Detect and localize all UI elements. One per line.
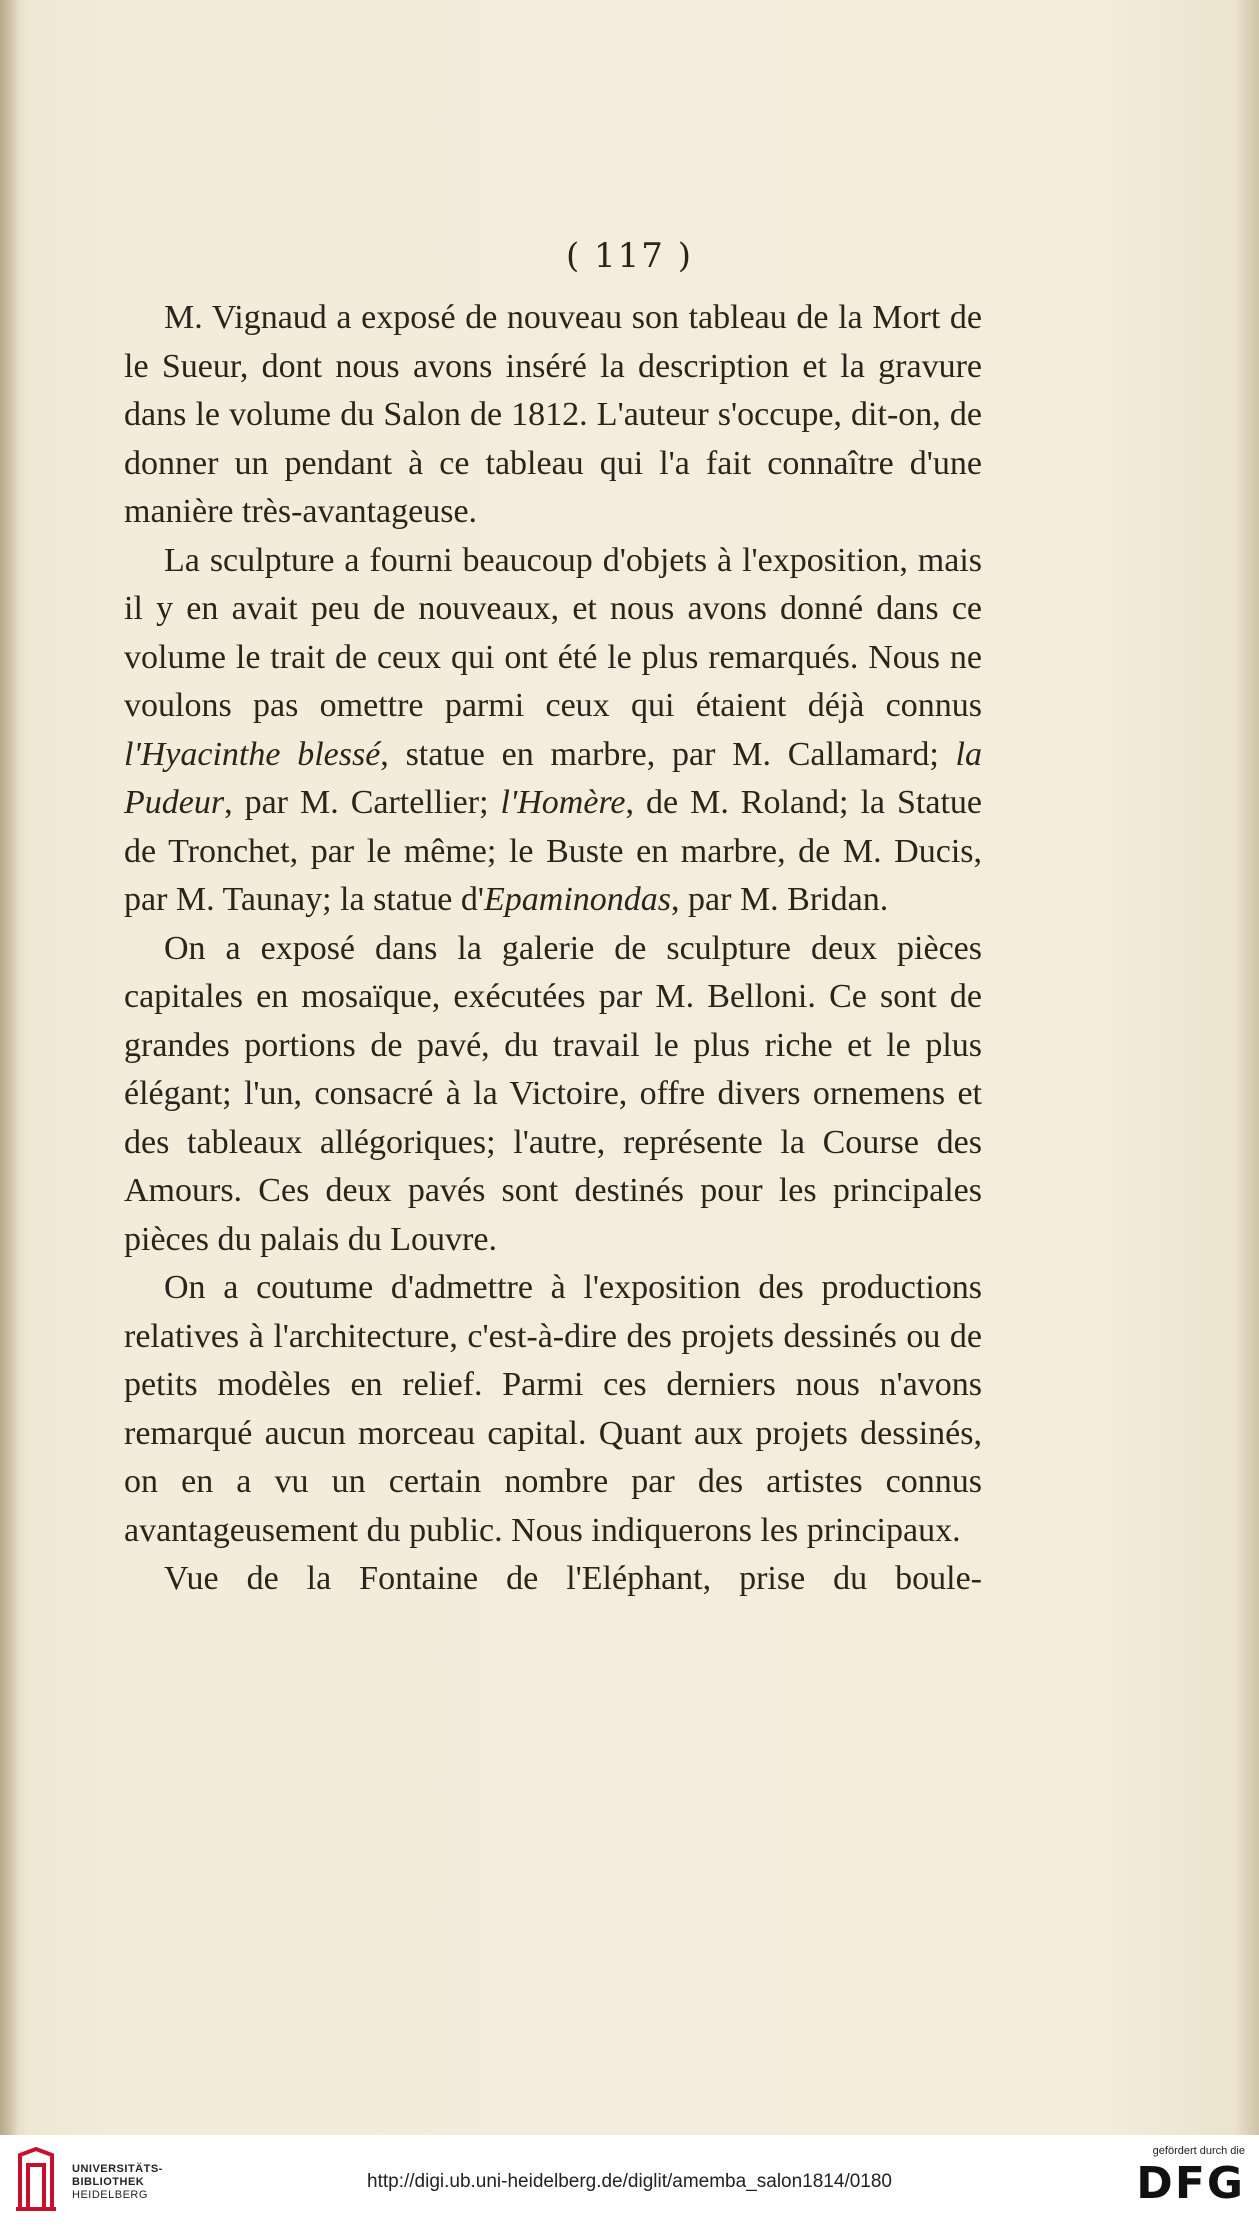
library-line-2: BIBLIOTHEK: [72, 2176, 145, 2188]
funder-logo: [1125, 2145, 1245, 2211]
paragraph: [124, 925, 982, 1265]
page-spine-shadow: [0, 0, 18, 2135]
text-run: La sculpture a fourni beaucoup d'objets à l'exposition, mais il y en avait peu de nouveaux, et nous avons donné dans ce volume le trait de ceux qui ont été le plus remarqués. Nous ne voulons pas omettre parmi ceux qui étaient déjà connus: [124, 541, 982, 724]
italic-title: la Pudeur: [124, 735, 982, 821]
page-number: ( 117 ): [565, 236, 694, 276]
text-run: , de M. Roland; la Statue de Tronchet, par le même; le Buste en marbre, de M. Ducis, par M. Taunay; la statue d': [124, 784, 982, 918]
text-run: On a exposé dans la galerie de sculpture deux pièces capitales en mosaïque, exécutées par M. Belloni. Ce sont de grandes portions de pavé, du travail le plus riche et le plus élégant; l'un, consacré à la Victoire, offre divers ornemens et des tableaux allégoriques; l'autre, représente la Course des Amours. Ces deux pavés sont destinés pour les principales pièces du palais du Louvre.: [124, 929, 982, 1258]
funding-note: gefördert durch die: [1152, 2145, 1245, 2157]
text-run: On a coutume d'admettre à l'exposition des productions relatives à l'architecture, c'est-à-dire des projets dessinés ou de petits modèles en relief. Parmi ces derniers nous n'avons remarqué aucun morceau capital. Quant aux projets dessinés, on en a vu un certain nombre par des artistes connus avantageusement du public. Nous indiquerons les principaux.: [124, 1269, 982, 1549]
text-run: , par M. Cartellier;: [224, 784, 501, 821]
italic-title: Epaminondas: [484, 881, 672, 918]
library-line-3: HEIDELBERG: [72, 2189, 148, 2201]
dfg-logo-text: DFG: [1136, 2158, 1245, 2209]
text-run: M. Vignaud a exposé de nouveau son tableau de la Mort de le Sueur, dont nous avons inséré la description et la gravure dans le volume du Salon de 1812. L'auteur s'occupe, dit-on, de donner un pendant à ce tableau qui l'a fait connaître d'une manière très-avantageuse.: [124, 299, 982, 530]
text-run: , par M. Bridan.: [671, 881, 889, 918]
italic-title: l'Hyacinthe blessé: [124, 735, 381, 773]
library-line-1: UNIVERSITÄTS-: [72, 2163, 163, 2175]
italic-title: l'Homère: [500, 784, 626, 821]
paragraph: [124, 294, 982, 537]
text-run: Vue de la Fontaine de l'Eléphant, prise du boule-: [164, 1560, 982, 1597]
page-text: [124, 294, 982, 1604]
permalink-url[interactable]: http://digi.ub.uni-heidelberg.de/diglit/amemba_salon1814/0180: [367, 2171, 892, 2192]
viewer-footer: [0, 2135, 1259, 2228]
paragraph: [124, 1264, 982, 1555]
paragraph: [124, 537, 982, 925]
paragraph: [124, 1555, 982, 1604]
text-run: , statue en marbre, par M. Callamard;: [380, 735, 956, 773]
